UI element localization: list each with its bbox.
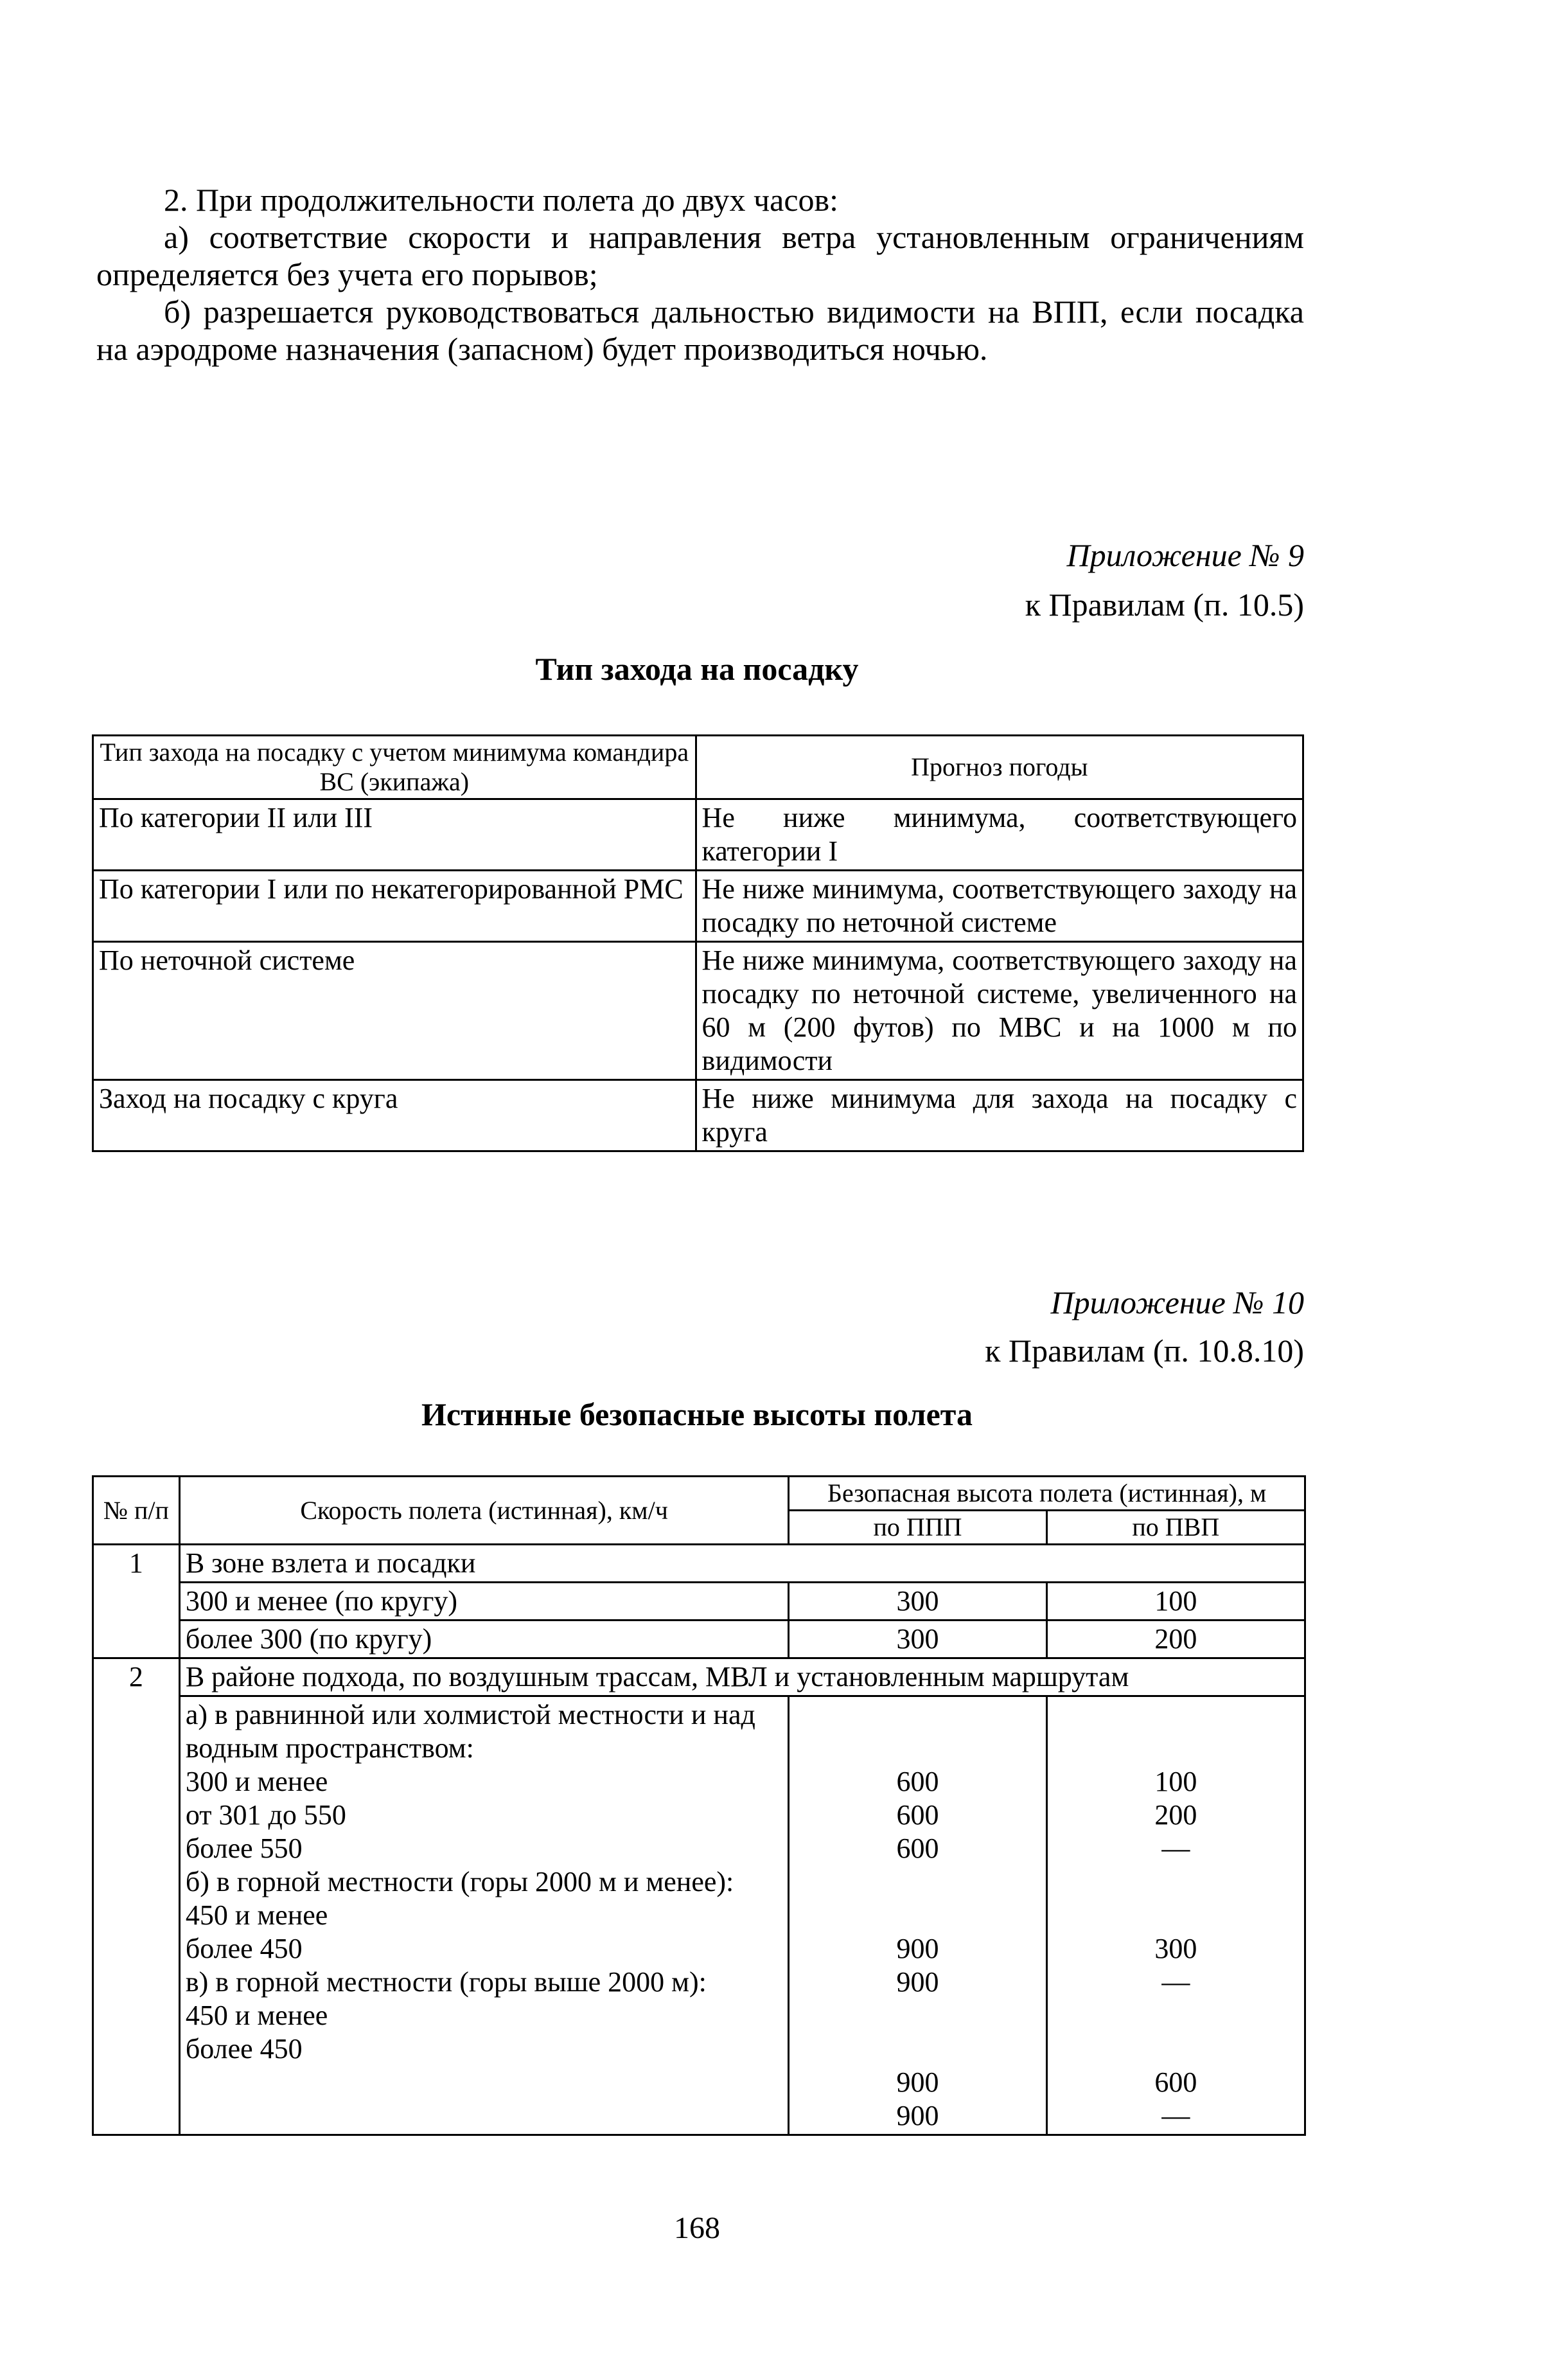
approach-type-cell: По неточной системе xyxy=(93,942,696,1080)
header-vfr: по ПВП xyxy=(1046,1511,1305,1545)
ifr-height-cell: 300 xyxy=(789,1583,1046,1621)
section-row xyxy=(93,1658,1305,1696)
intro-paragraph-a: а) соответствие скорости и направления ветра установленным ограничениям определяется без учета его порывов; xyxy=(96,219,1304,292)
table-row xyxy=(93,1696,1305,2135)
vfr-height-item: 200 xyxy=(1154,1799,1197,1831)
header-safe-height: Безопасная высота полета (истинная), м xyxy=(789,1477,1305,1511)
appendix-9-label: Приложение № 9 xyxy=(1066,537,1304,573)
table-row xyxy=(93,799,1303,871)
appendix-9-title: Тип захода на посадку xyxy=(535,651,859,687)
speed-item: 450 и менее xyxy=(185,2000,328,2031)
intro-paragraph-b: б) разрешается руководствоваться дальностью видимости на ВПП, если посадка на аэродроме назначения (запасном) будет производиться ночью. xyxy=(96,294,1304,367)
section-title: В районе подхода, по воздушным трассам, МВЛ и установленным маршрутам xyxy=(179,1658,1305,1696)
appendix-9-rule: к Правилам (п. 10.5) xyxy=(1025,587,1304,623)
section-number: 1 xyxy=(93,1545,180,1658)
ifr-height-item: 900 xyxy=(896,2100,939,2131)
speed-item: более 450 xyxy=(185,1933,303,1964)
header-speed: Скорость полета (истинная), км/ч xyxy=(179,1477,789,1545)
ifr-height-item: 900 xyxy=(896,1933,939,1964)
page-number: 168 xyxy=(674,2211,720,2245)
ifr-height-item: 600 xyxy=(896,1766,939,1797)
subsection-a-label: а) в равнинной или холмистой местности и над водным пространством: xyxy=(185,1699,755,1764)
appendix-10-rule: к Правилам (п. 10.8.10) xyxy=(985,1333,1304,1369)
speed-item: от 301 до 550 xyxy=(185,1799,346,1831)
header-ifr: по ППП xyxy=(789,1511,1046,1545)
vfr-height-cell: 100 xyxy=(1046,1583,1305,1621)
speed-list-cell xyxy=(179,1696,789,2135)
vfr-height-list-cell xyxy=(1046,1696,1305,2135)
section-number: 2 xyxy=(93,1658,180,2135)
approach-type-cell: По категории I или по некатегорированной РМС xyxy=(93,871,696,942)
forecast-cell: Не ниже минимума, соответствующего заходу на посадку по неточной системе xyxy=(696,871,1303,942)
table-row xyxy=(93,871,1303,942)
vfr-height-item: 300 xyxy=(1154,1933,1197,1964)
table-row xyxy=(93,1583,1305,1621)
speed-item: более 550 xyxy=(185,1833,303,1864)
approach-type-cell: По категории II или III xyxy=(93,799,696,871)
appendix-10-label: Приложение № 10 xyxy=(1050,1284,1304,1320)
forecast-cell: Не ниже минимума для захода на посадку с круга xyxy=(696,1080,1303,1151)
approach-type-table xyxy=(92,734,1304,1152)
header-weather-forecast: Прогноз погоды xyxy=(696,736,1303,799)
ifr-height-cell: 300 xyxy=(789,1621,1046,1658)
table-row xyxy=(93,1621,1305,1658)
speed-item: более 450 xyxy=(185,2033,303,2065)
vfr-height-cell: 200 xyxy=(1046,1621,1305,1658)
ifr-height-list-cell xyxy=(789,1696,1046,2135)
approach-type-cell: Заход на посадку с круга xyxy=(93,1080,696,1151)
header-approach-type: Тип захода на посадку с учетом минимума командира ВС (экипажа) xyxy=(93,736,696,799)
vfr-height-item: — xyxy=(1161,2100,1190,2131)
section-row xyxy=(93,1545,1305,1583)
ifr-height-item: 900 xyxy=(896,1966,939,1998)
section-title: В зоне взлета и посадки xyxy=(179,1545,1305,1583)
vfr-height-item: — xyxy=(1161,1833,1190,1864)
vfr-height-item: — xyxy=(1161,1966,1190,1998)
table-row xyxy=(93,1080,1303,1151)
table-row xyxy=(93,942,1303,1080)
subsection-c-label: в) в горной местности (горы выше 2000 м): xyxy=(185,1966,707,1998)
speed-cell: 300 и менее (по кругу) xyxy=(179,1583,789,1621)
header-number: № п/п xyxy=(93,1477,180,1545)
vfr-height-item: 600 xyxy=(1154,2066,1197,2098)
forecast-cell: Не ниже минимума, соответствующего категории I xyxy=(696,799,1303,871)
speed-item: 300 и менее xyxy=(185,1766,328,1797)
vfr-height-item: 100 xyxy=(1154,1766,1197,1797)
forecast-cell: Не ниже минимума, соответствующего заходу на посадку по неточной системе, увеличенного на 60 м (200 футов) по МВС и на 1000 м по видимости xyxy=(696,942,1303,1080)
appendix-10-title: Истинные безопасные высоты полета xyxy=(421,1396,973,1432)
safe-altitude-table xyxy=(92,1475,1306,2136)
subsection-b-label: б) в горной местности (горы 2000 м и менее): xyxy=(185,1866,734,1897)
speed-item: 450 и менее xyxy=(185,1899,328,1931)
speed-cell: более 300 (по кругу) xyxy=(179,1621,789,1658)
ifr-height-item: 900 xyxy=(896,2066,939,2098)
table-header-row xyxy=(93,1477,1305,1511)
ifr-height-item: 600 xyxy=(896,1799,939,1831)
ifr-height-item: 600 xyxy=(896,1833,939,1864)
intro-paragraph-2: 2. При продолжительности полета до двух часов: xyxy=(164,182,839,218)
table-header-row xyxy=(93,736,1303,799)
